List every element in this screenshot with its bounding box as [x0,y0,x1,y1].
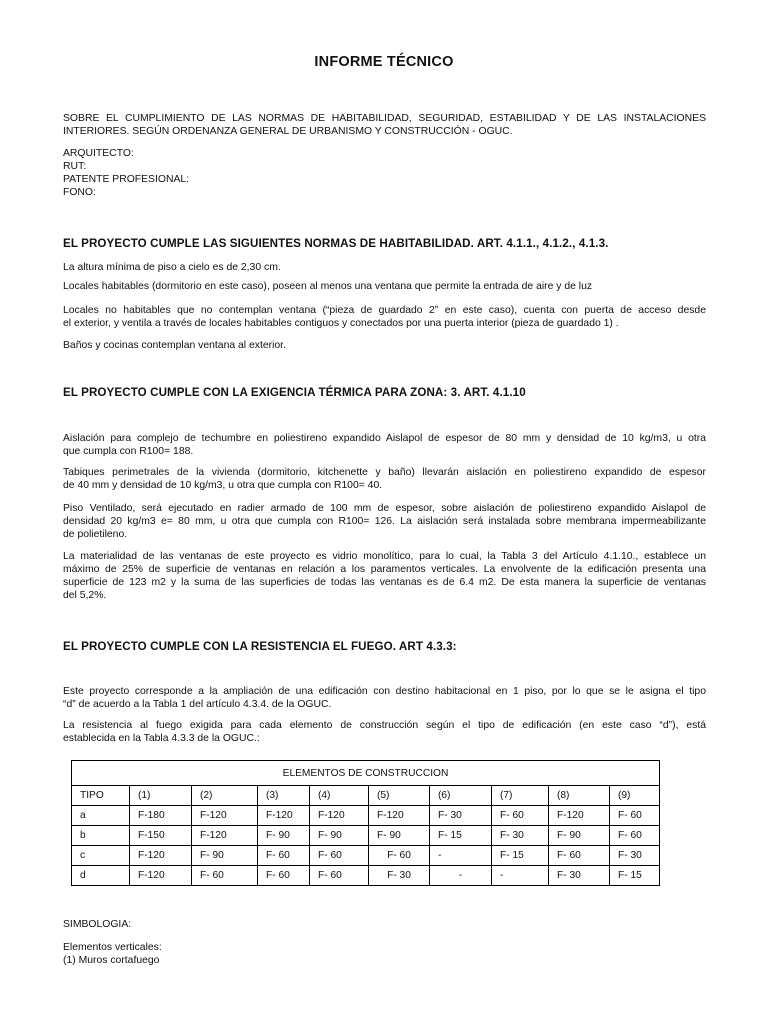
table-cell: F- 60 [610,826,660,846]
table-cell: - [430,866,492,886]
table-cell: c [72,846,130,866]
table-cell: F-120 [369,806,430,826]
table-caption: ELEMENTOS DE CONSTRUCCION [72,761,660,786]
table-cell: F- 60 [258,866,310,886]
table-cell: F- 30 [549,866,610,886]
field-arquitecto: ARQUITECTO: [63,148,134,159]
habitabilidad-p4: Baños y cocinas contemplan ventana al exterior. [63,340,286,351]
table-header-cell: (2) [192,786,258,806]
table-cell: F- 60 [369,846,430,866]
table-cell: F-120 [130,866,192,886]
simbologia-item-1: (1) Muros cortafuego [63,955,160,966]
table-cell: d [72,866,130,886]
table-header-cell: (5) [369,786,430,806]
table-cell: F- 90 [310,826,369,846]
table-cell: F- 30 [610,846,660,866]
table-cell: F-180 [130,806,192,826]
table-cell: F- 60 [192,866,258,886]
table-cell: - [430,846,492,866]
simbologia-heading: SIMBOLOGIA: [63,919,132,930]
fuego-p1: Este proyecto corresponde a la ampliación de una edificación con destino habitacional en 1 piso, por lo que se le asigna el tipo “d” de acuerdo a la Tabla 1 del artículo 4.3.4. de la OGUC. [63,686,706,710]
table-cell: F-120 [549,806,610,826]
table-cell: F- 60 [610,806,660,826]
table-cell: F-120 [192,826,258,846]
table-cell: F-120 [192,806,258,826]
table-cell: F-120 [258,806,310,826]
table-row [72,806,660,826]
habitabilidad-p3: Locales no habitables que no contemplan ventana (“pieza de guardado 2” en este caso), cuenta con puerta de acceso desde el exterior, y ventila a través de locales habitables contiguos y conectados por una puerta interior (pieza de guardado 1) . [63,305,706,329]
termica-p3: Piso Ventilado, será ejecutado en radier armado de 100 mm de espesor, sobre aislación de poliestireno expandido Aislapol de densidad 20 kg/m3 e= 80 mm, u otra que cumpla con R100= 126. La aislación será instalada sobre membrana impermeabilizante de polietileno. [63,503,706,540]
intro-line-2: INTERIORES. SEGÚN ORDENANZA GENERAL DE URBANISMO Y CONSTRUCCIÓN - OGUC. [63,126,513,137]
table-cell: F- 90 [549,826,610,846]
table-header-row [72,786,660,806]
table-cell: F- 60 [310,846,369,866]
habitabilidad-p1: La altura mínima de piso a cielo es de 2,30 cm. [63,262,281,273]
table-cell: F- 15 [492,846,549,866]
simbologia-sub: Elementos verticales: [63,942,162,953]
intro-paragraph [63,112,706,138]
table-cell: F- 30 [430,806,492,826]
identification-fields [63,147,706,199]
table-cell: a [72,806,130,826]
table-cell: F- 60 [310,866,369,886]
termica-p1: Aislación para complejo de techumbre en poliestireno expandido Aislapol de espesor de 80 mm y densidad de 10 kg/m3, u otra que cumpla con R100= 188. [63,433,706,457]
section-habitabilidad-heading: EL PROYECTO CUMPLE LAS SIGUIENTES NORMAS DE HABITABILIDAD. ART. 4.1.1., 4.1.2., 4.1.3. [63,237,609,250]
intro-line-1: SOBRE EL CUMPLIMIENTO DE LAS NORMAS DE HABITABILIDAD, SEGURIDAD, ESTABILIDAD Y DE LAS INSTALACIONES [63,113,706,124]
table-caption-row [72,761,660,786]
table-row [72,846,660,866]
table-row [72,826,660,846]
habitabilidad-p2: Locales habitables (dormitorio en este caso), poseen al menos una ventana que permite la entrada de aire y de luz [63,281,593,292]
field-patente: PATENTE PROFESIONAL: [63,174,190,185]
table-row [72,866,660,886]
fire-resistance-table [71,760,660,886]
table-cell: F- 90 [369,826,430,846]
table-header-cell: (9) [610,786,660,806]
table-cell: F-120 [130,846,192,866]
table-header-cell: (8) [549,786,610,806]
table-cell: F-120 [310,806,369,826]
termica-p2: Tabiques perimetrales de la vivienda (dormitorio, kitchenette y baño) llevarán aislación en poliestireno expandido de espesor de 40 mm y densidad de 10 kg/m3, u otra que cumpla con R100= 40. [63,467,706,491]
table-cell: - [492,866,549,886]
field-fono: FONO: [63,187,96,198]
table-cell: F- 90 [258,826,310,846]
table-cell: b [72,826,130,846]
table-cell: F- 15 [430,826,492,846]
section-fuego-heading: EL PROYECTO CUMPLE CON LA RESISTENCIA EL FUEGO. ART 4.3.3: [63,640,457,653]
table-cell: F- 30 [492,826,549,846]
table-header-cell: (3) [258,786,310,806]
table-cell: F- 30 [369,866,430,886]
table-header-cell: TIPO [72,786,130,806]
table-cell: F- 60 [492,806,549,826]
document-title: INFORME TÉCNICO [314,54,454,70]
simbologia-list [63,941,706,967]
table-cell: F- 90 [192,846,258,866]
table-cell: F-150 [130,826,192,846]
table-header-cell: (1) [130,786,192,806]
table-cell: F- 60 [549,846,610,866]
table-cell: F- 15 [610,866,660,886]
termica-p4: La materialidad de las ventanas de este proyecto es vidrio monolítico, para lo cual, la Tabla 3 del Artículo 4.1.10., establece un máximo de 25% de superficie de ventanas en relación a los paramentos verticales. La envolvente de la edificación presenta una superficie de 123 m2 y la suma de las superficies de todas las ventanas es de 6.4 m2. De esta manera la superficie de ventanas del 5,2%. [63,551,706,601]
fuego-p2: La resistencia al fuego exigida para cada elemento de construcción según el tipo de edificación (en este caso “d”), está establecida en la Tabla 4.3.3 de la OGUC.: [63,720,706,744]
field-rut: RUT: [63,161,87,172]
section-termica-heading: EL PROYECTO CUMPLE CON LA EXIGENCIA TÉRMICA PARA ZONA: 3. ART. 4.1.10 [63,386,526,399]
table-header-cell: (7) [492,786,549,806]
table-header-cell: (6) [430,786,492,806]
table-header-cell: (4) [310,786,369,806]
table-cell: F- 60 [258,846,310,866]
